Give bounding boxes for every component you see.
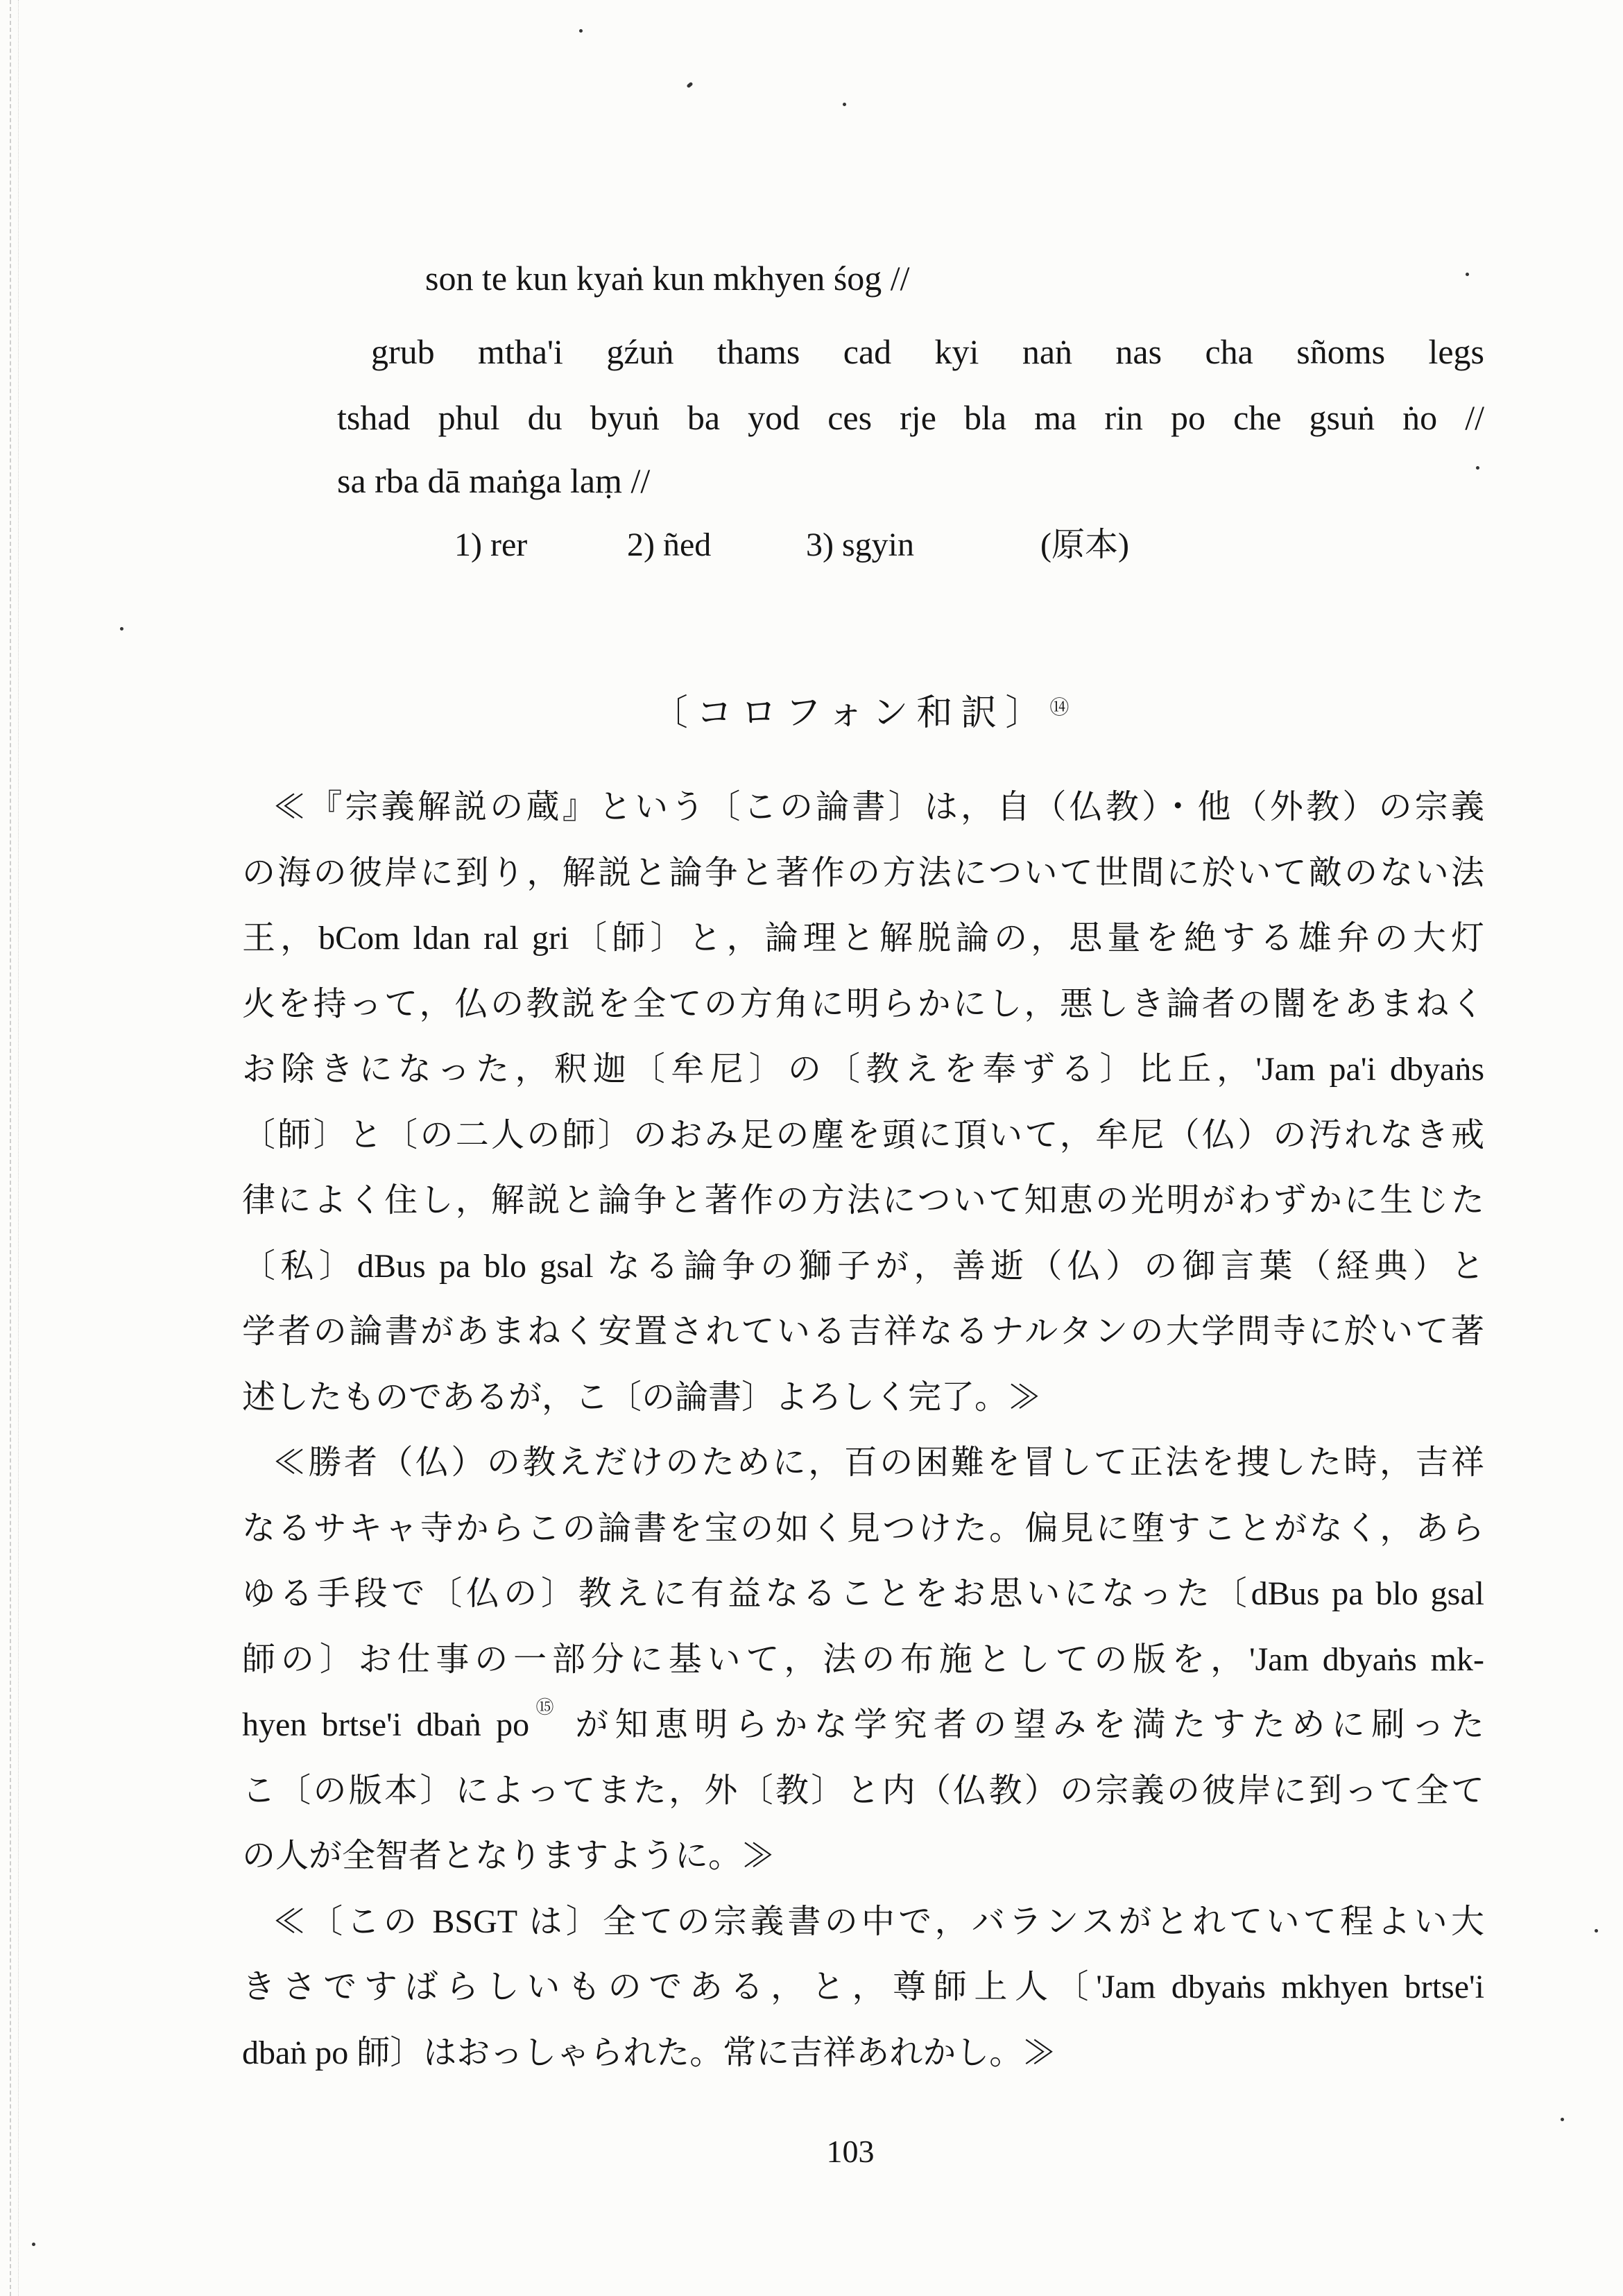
text-line: きさですばらしいものである，と，尊師上人〔'Jam dbyaṅs mkhyen brtse'i [242,1969,1484,2005]
text-line: の海の彼岸に到り，解説と論争と著作の方法について世間に於いて敵のない法 [242,854,1484,891]
text-line: 王，bCom ldan ral gri〔師〕と，論理と解脱論の，思量を絶する雄弁の大灯 [242,920,1484,957]
scan-speck [1561,2118,1564,2121]
text-segment: が知恵明らかな学究者の望みを満たすために刷った [560,1706,1484,1743]
text-line: なるサキャ寺からこの論書を宝の如く見つけた。偏見に堕すことがなく，あら [242,1509,1484,1547]
text-line: ≪勝者（仏）の教えだけのために，百の困難を冒して正法を捜した時，吉祥 [273,1444,1484,1481]
paragraph [242,775,1484,1430]
scan-speck [1595,1929,1598,1933]
text-line: ≪〔この BSGT は〕全ての宗義書の中で，バランスがとれていて程よい大 [273,1903,1484,1940]
section-heading-title: 〔コロフォン和訳〕 [652,694,1050,733]
footnote-ref: ⑭ [1049,697,1070,719]
tibetan-line: sa rba dā maṅga laṃ // [337,461,651,500]
text-line: 火を持って，仏の教説を全ての方角に明らかにし，悪しき論者の闇をあまねく [242,985,1484,1022]
section-heading [652,683,1069,745]
scan-speck [32,2243,35,2246]
text-line: 〔師〕と〔の二人の師〕のおみ足の塵を頭に頂いて，牟尼（仏）の汚れなき戒 [242,1116,1484,1154]
scan-edge [10,0,11,2296]
page-number: 103 [826,2134,875,2169]
text-line: ≪『宗義解説の蔵』という〔この論書〕は，自（仏教）・他（外教）の宗義 [273,789,1484,825]
text-line: 学者の論書があまねく安置されている吉祥なるナルタンの大学問寺に於いて著 [242,1313,1484,1350]
variant-note: 1) rer [454,526,528,563]
text-segment: hyen brtse'i dbaṅ po [242,1706,530,1743]
text-line: 師の〕お仕事の一部分に基いて，法の布施としての版を，'Jam dbyaṅs mk- [242,1640,1484,1678]
text-line [242,1693,1484,1758]
text-line: の人が全智者となりますように。≫ [242,1837,775,1874]
scan-speck [1466,273,1469,276]
scan-speck [1476,466,1479,470]
scan-speck [686,82,693,89]
text-line: お除きになった，釈迦〔牟尼〕の〔教えを奉ずる〕比丘，'Jam pa'i dbyaṅs [242,1051,1484,1088]
variant-note: 2) ñed [627,526,712,563]
text-line: 述したものであるが，こ〔の論書〕よろしく完了。≫ [242,1378,1042,1416]
tibetan-line: son te kun kyaṅ kun mkhyen śog // [425,259,910,298]
variant-note: 3) sgyin [806,526,914,563]
scan-edge [18,0,19,2296]
variant-source: (原本) [1040,526,1129,563]
text-line: 律によく住し，解説と論争と著作の方法について知恵の光明がわずかに生じた [242,1182,1484,1219]
scan-speck [843,103,846,106]
paragraph [242,1430,1484,1890]
text-line: ゆる手段で〔仏の〕教えに有益なることをお思いになった〔dBus pa blo gsal [242,1575,1484,1612]
tibetan-line: grub mtha'i gźuṅ thams cad kyi naṅ nas cha sñoms legs [371,332,1484,371]
text-line: dbaṅ po 師〕はおっしゃられた。常に吉祥あれかし。≫ [242,2034,1056,2071]
tibetan-line: tshad phul du byuṅ ba yod ces rje bla ma rin po che gsuṅ ṅo // [337,398,1484,437]
scan-speck [120,627,123,631]
text-line: 〔私〕dBus pa blo gsal なる論争の獅子が，善逝（仏）の御言葉（経典）と [242,1247,1484,1285]
footnote-ref: ⑮ [529,1697,560,1717]
translation-body [242,775,1484,2086]
paragraph [242,1890,1484,2087]
scan-speck [579,29,583,33]
text-line: こ〔の版本〕によってまた，外〔教〕と内（仏教）の宗義の彼岸に到って全て [242,1772,1484,1809]
